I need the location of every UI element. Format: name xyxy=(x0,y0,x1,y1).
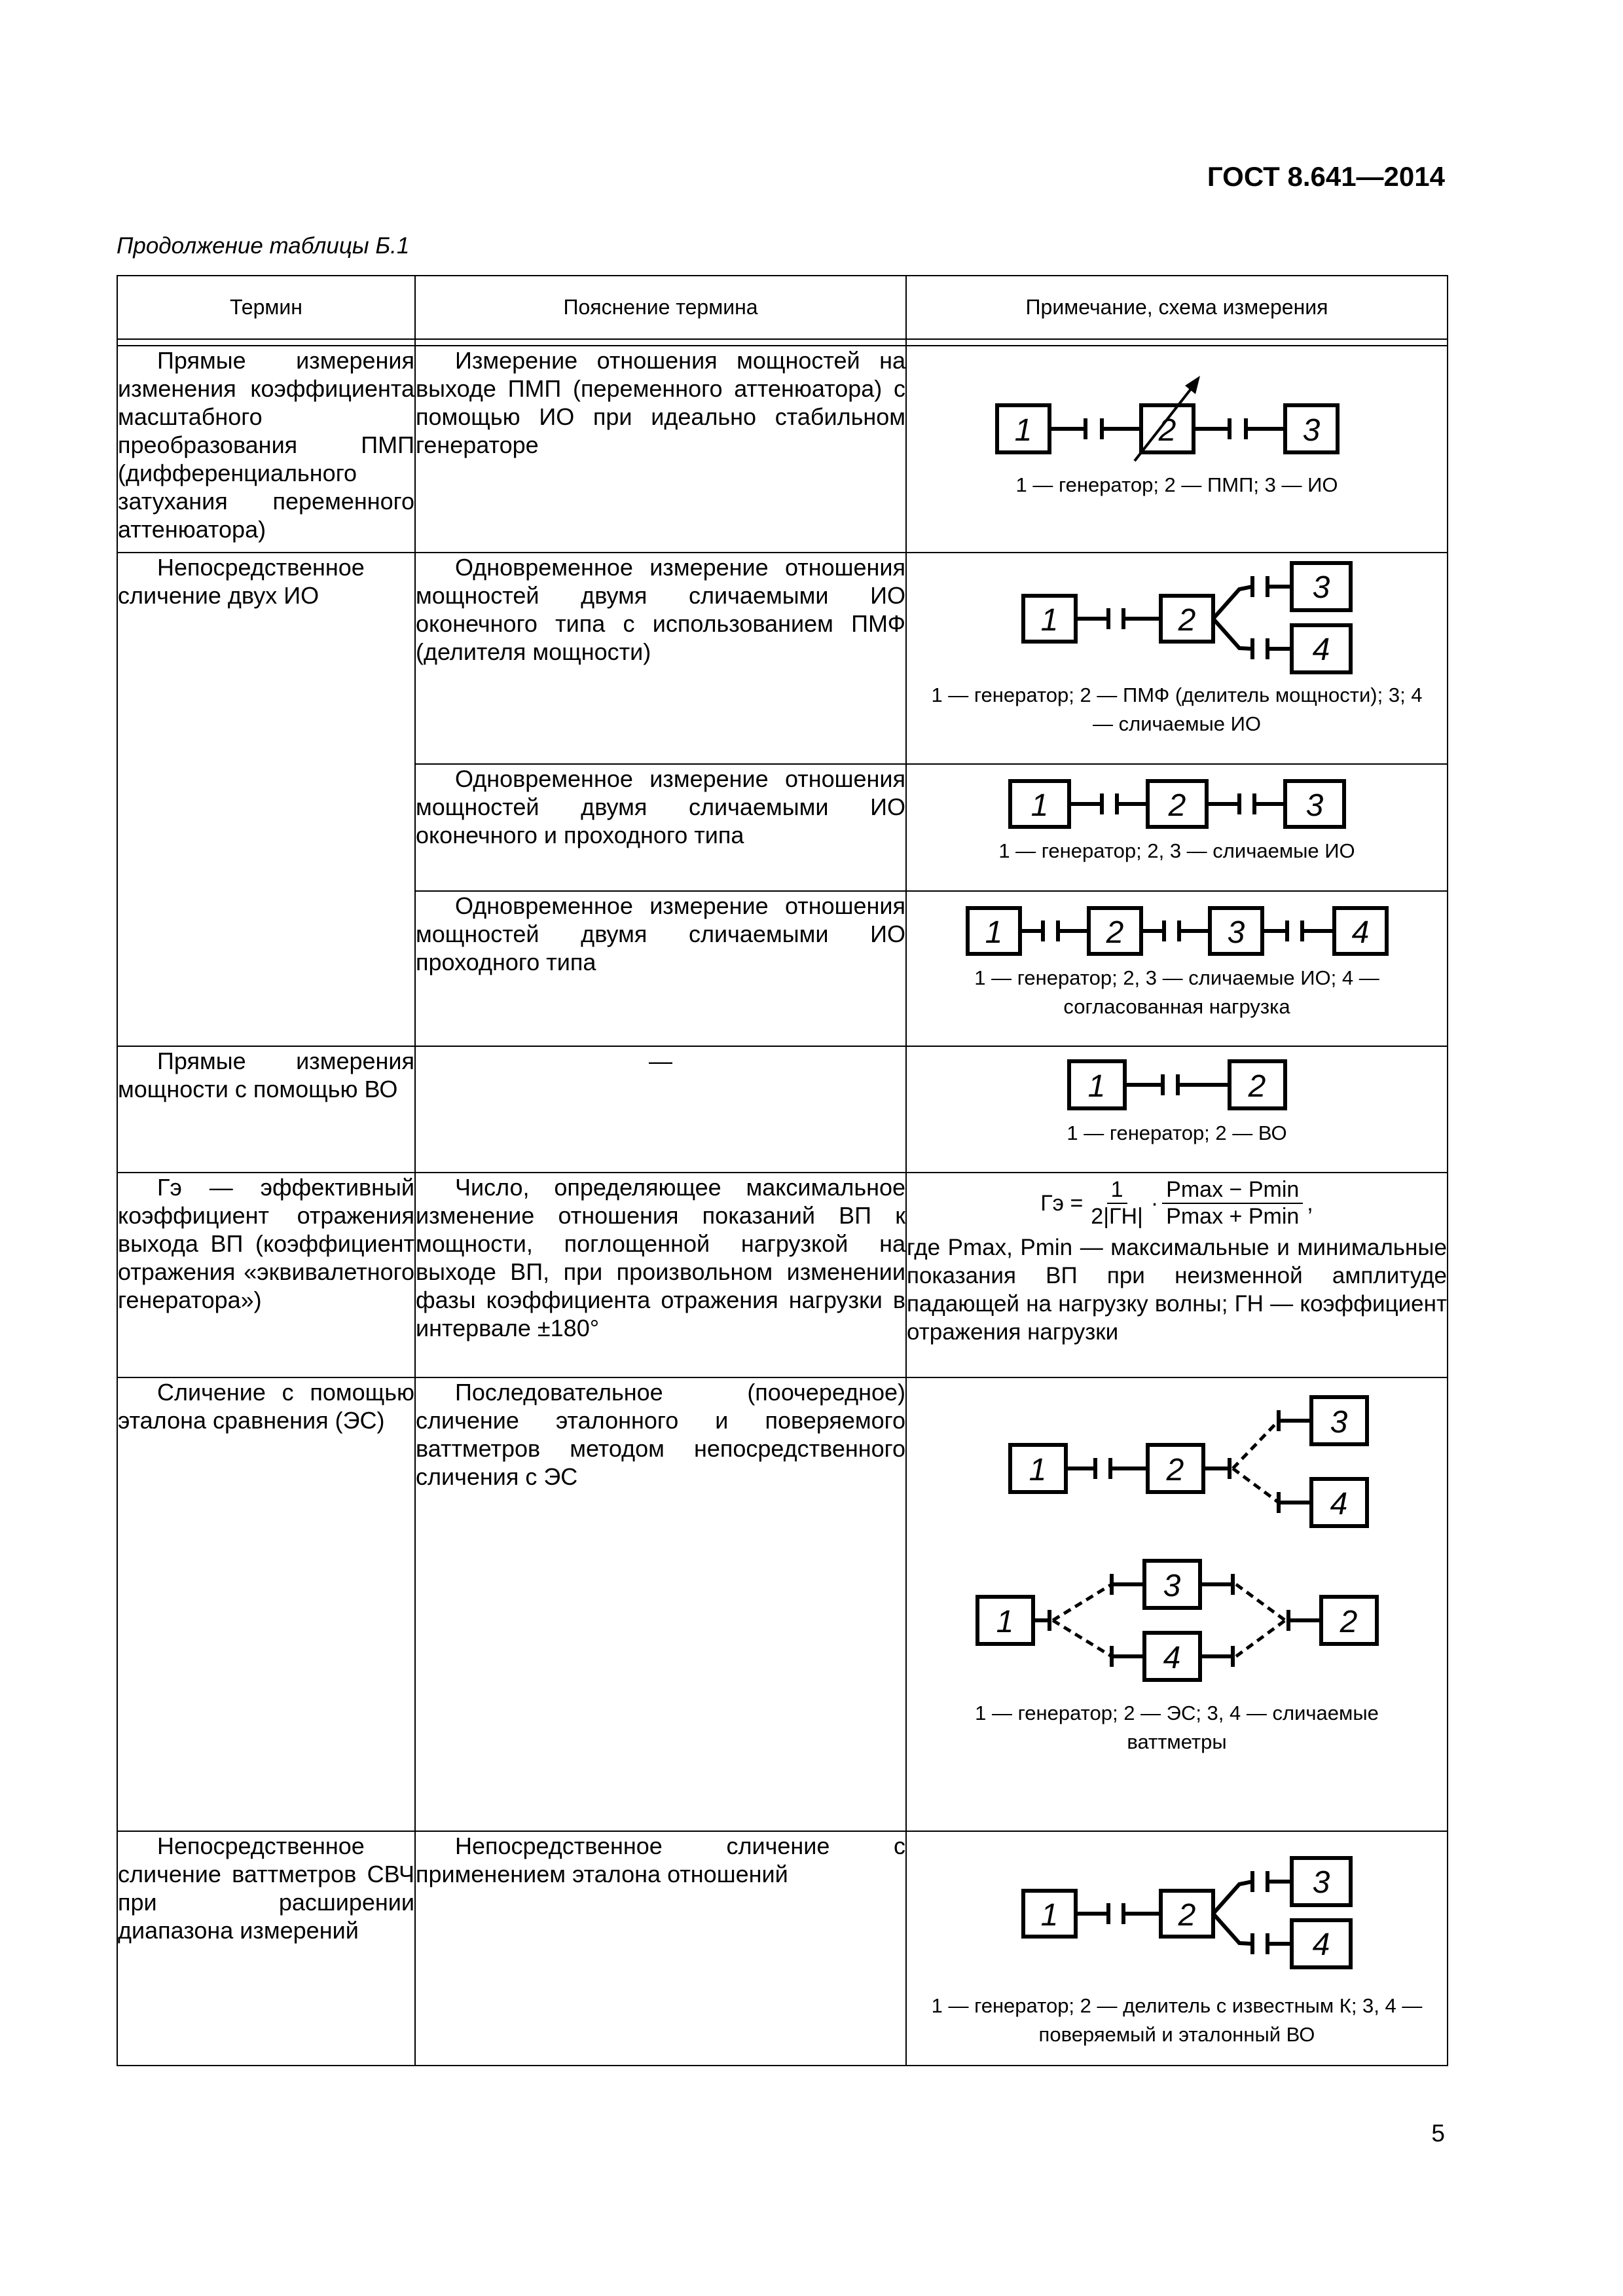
note-cell xyxy=(906,891,1448,1046)
term-cell: Прямые измерения мощности с помощью ВО xyxy=(117,1046,415,1173)
scheme-diagram xyxy=(968,1387,1387,1528)
scheme-diagram xyxy=(974,553,1380,681)
scheme-diagram xyxy=(974,346,1380,471)
column-header-note: Примечание, схема измерения xyxy=(906,276,1448,339)
block-label: 3 xyxy=(1312,1865,1330,1900)
scheme-diagram xyxy=(974,1845,1380,1976)
document-code: ГОСТ 8.641—2014 xyxy=(1207,161,1445,192)
explanation-cell: Число, определяющее максимальное изменение отношения показаний ВП к мощности, поглощенной нагрузкой на выходе ВП, при произвольном изменении фазы коэффициента отражения нагрузки в интервале ±180° xyxy=(415,1173,906,1377)
column-header-term: Термин xyxy=(117,276,415,339)
term-cell: Сличение с помощью эталона сравнения (ЭС) xyxy=(117,1377,415,1831)
block-label: 1 xyxy=(996,1605,1013,1639)
scheme-caption: 1 — генератор; 2 — делитель с известным К; 3, 4 — поверяемый и эталонный ВО xyxy=(931,1994,1423,2046)
term-cell: Непосредственное сличение ваттметров СВЧ при расширении диапазона измерений xyxy=(117,1831,415,2066)
scheme-caption: 1 — генератор; 2, 3 — сличаемые ИО; 4 — согласованная нагрузка xyxy=(974,966,1379,1018)
term-cell: Непосредственное сличение двух ИО xyxy=(117,553,415,1046)
block-label: 1 xyxy=(1040,1898,1058,1933)
table-header-row xyxy=(117,276,1448,339)
block-label: 1 xyxy=(1014,413,1032,448)
block-label: 3 xyxy=(1227,915,1245,950)
scheme-caption: 1 — генератор; 2 — ЭС; 3, 4 — сличаемые ваттметры xyxy=(975,1702,1379,1753)
term-cell: Прямые измерения изменения коэффициента масштабного преобразования ПМП (дифференциального затухания переменного аттенюатора) xyxy=(117,346,415,553)
formula-fraction: $\frac{Pmax - Pmin}{Pmax + Pmin}$ xyxy=(1162,1177,1303,1230)
block-label: 3 xyxy=(1305,788,1323,823)
block-label: 1 xyxy=(1029,1453,1046,1487)
block-label: 1 xyxy=(1030,788,1048,823)
scheme-caption: 1 — генератор; 2 — ПМФ (делитель мощности); 3; 4 — сличаемые ИО xyxy=(931,683,1423,735)
explanation-cell: Последовательное (поочередное) сличение эталонного и поверяемого ваттметров методом непосредственного сличения с ЭС xyxy=(415,1377,906,1831)
block-label: 2 xyxy=(1166,1453,1184,1487)
block-label: 3 xyxy=(1330,1405,1347,1440)
scheme-caption: 1 — генератор; 2 — ПМП; 3 — ИО xyxy=(1015,473,1338,496)
block-label: 4 xyxy=(1351,915,1369,950)
block-label: 2 xyxy=(1178,1898,1195,1933)
explanation-cell: Одновременное измерение отношения мощностей двумя сличаемыми ИО оконечного и проходного типа xyxy=(415,764,906,891)
block-label: 2 xyxy=(1158,413,1176,448)
formula-lhs: Гэ = xyxy=(1040,1190,1084,1216)
block-label: 4 xyxy=(1163,1641,1180,1675)
table-row xyxy=(117,1377,1448,1831)
table-row xyxy=(117,1173,1448,1377)
scheme-diagram xyxy=(948,892,1406,964)
block-label: 2 xyxy=(1106,915,1123,950)
scheme-caption: 1 — генератор; 2, 3 — сличаемые ИО xyxy=(998,839,1355,862)
note-cell xyxy=(906,1173,1448,1377)
note-cell xyxy=(906,1046,1448,1173)
explanation-cell: — xyxy=(415,1046,906,1173)
block-label: 2 xyxy=(1178,603,1195,638)
scheme-diagram xyxy=(1053,1047,1302,1119)
explanation-cell: Измерение отношения мощностей на выходе ПМП (переменного аттенюатора) с помощью ИО при идеально стабильном генераторе xyxy=(415,346,906,553)
column-header-explanation: Пояснение термина xyxy=(415,276,906,339)
block-label: 3 xyxy=(1302,413,1320,448)
note-cell xyxy=(906,553,1448,764)
page-number: 5 xyxy=(1431,2120,1445,2147)
table-row xyxy=(117,553,1448,764)
formula-where-text: где Pmax, Pmin — максимальные и минимальные показания ВП при неизменной амплитуде падающей на нагрузку волны; ГН — коэффициент отражения нагрузки xyxy=(907,1235,1447,1345)
formula-fraction: $\frac{1}{2|ГН|}$ xyxy=(1091,1177,1143,1229)
block-label: 1 xyxy=(1087,1069,1105,1104)
block-label: 3 xyxy=(1312,570,1330,605)
scheme-caption: 1 — генератор; 2 — ВО xyxy=(1067,1121,1287,1144)
note-cell xyxy=(906,346,1448,553)
block-label: 2 xyxy=(1248,1069,1266,1104)
block-label: 4 xyxy=(1312,632,1330,667)
scheme-diagram xyxy=(974,765,1380,837)
scheme-diagram xyxy=(955,1554,1400,1688)
explanation-cell: Одновременное измерение отношения мощностей двумя сличаемыми ИО оконечного типа с использованием ПМФ (делителя мощности) xyxy=(415,553,906,764)
table-row xyxy=(117,1046,1448,1173)
note-cell xyxy=(906,764,1448,891)
note-cell xyxy=(906,1831,1448,2066)
block-label: 3 xyxy=(1163,1569,1180,1603)
block-label: 1 xyxy=(1040,603,1058,638)
block-label: 2 xyxy=(1168,788,1186,823)
explanation-cell: Непосредственное сличение с применением эталона отношений xyxy=(415,1831,906,2066)
terms-table xyxy=(117,275,1448,2066)
table-row xyxy=(117,346,1448,553)
table-row xyxy=(117,1831,1448,2066)
table-continuation-label: Продолжение таблицы Б.1 xyxy=(117,233,410,259)
block-label: 4 xyxy=(1330,1487,1347,1522)
block-label: 1 xyxy=(985,915,1002,950)
term-cell: Гэ — эффективный коэффициент отражения выхода ВП (коэффициент отражения «эквивалетного генератора») xyxy=(117,1173,415,1377)
block-label: 2 xyxy=(1340,1605,1357,1639)
block-label: 4 xyxy=(1312,1927,1330,1962)
formula: Гэ = $\frac{1}{2|ГН|}$ · $\frac{Pmax - Pmin}{Pmax + Pmin}$ , xyxy=(1040,1177,1313,1229)
explanation-cell: Одновременное измерение отношения мощностей двумя сличаемыми ИО проходного типа xyxy=(415,891,906,1046)
note-cell xyxy=(906,1377,1448,1831)
